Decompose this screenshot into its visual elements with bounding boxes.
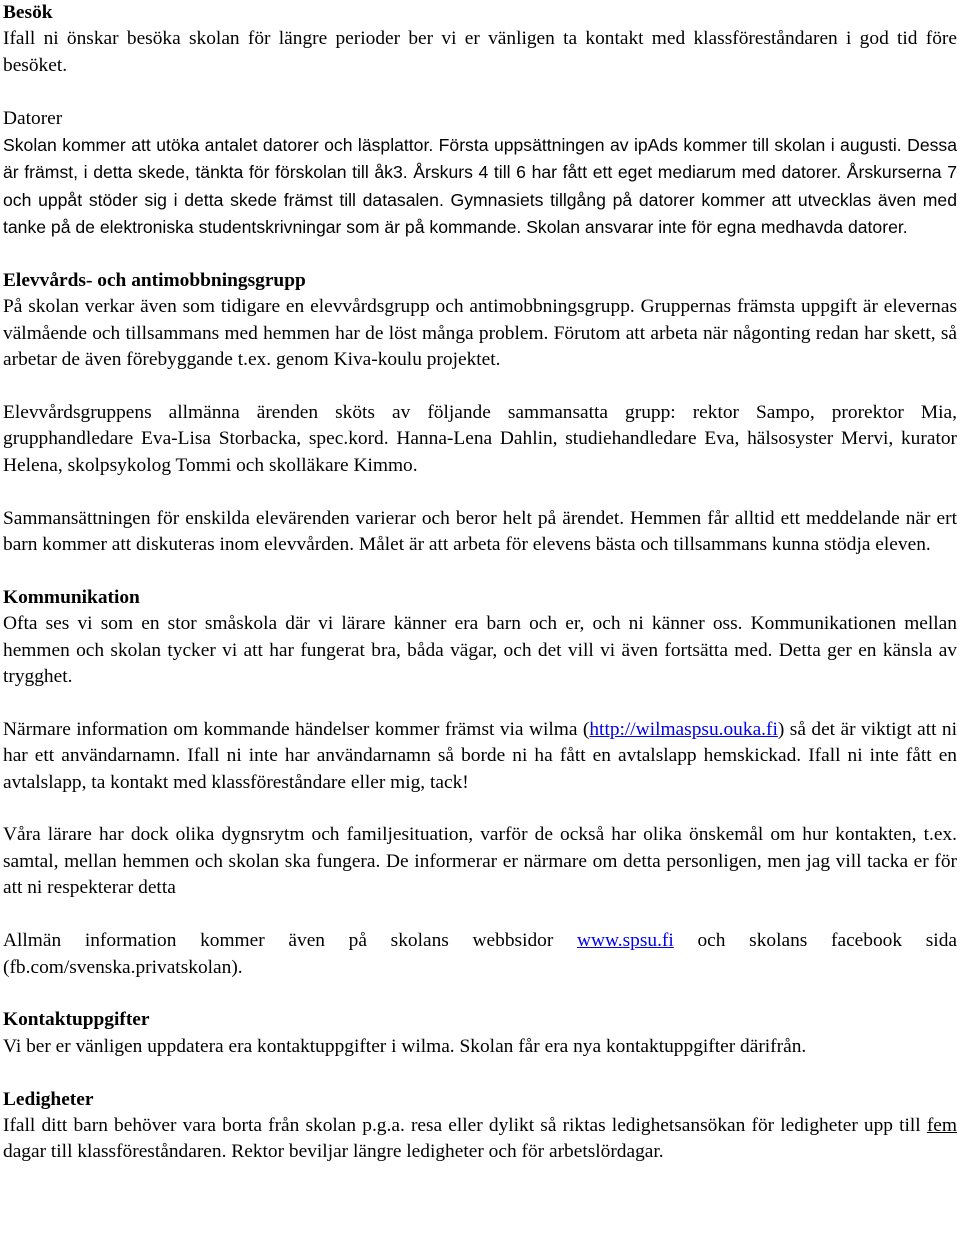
paragraph-elevvard-3: Sammansättningen för enskilda elevärenden varierar och beror helt på ärendet. Hemmen får alltid ett meddelande när ert barn kommer att diskuteras inom elevvården. Målet är att arbeta för elevens bästa och tillsammans kunna stödja eleven. — [3, 507, 957, 556]
section-ledigheter — [3, 1087, 957, 1166]
section-kommunikation-4 — [3, 928, 957, 981]
paragraph-datorer — [3, 132, 957, 242]
section-elevvard — [3, 268, 957, 374]
section-kommunikation — [3, 585, 957, 691]
wilma-text-before: Närmare information om kommande händelser kommer främst via wilma ( — [3, 718, 590, 740]
paragraph-elevvard-1: På skolan verkar även som tidigare en elevvårdsgrupp och antimobbningsgrupp. Gruppernas främsta uppgift är elevernas välmående och tillsammans med hemmen har de löst många problem. Förutom att arbeta när någonting redan har skett, så arbetar de även förebyggande t.ex. genom Kiva-koulu projektet. — [3, 296, 957, 371]
section-kommunikation-3 — [3, 822, 957, 901]
paragraph-besok: Ifall ni önskar besöka skolan för längre perioder ber vi er vänligen ta kontakt med klassföreståndaren i god tid före besöket. — [3, 28, 957, 76]
wilma-text-after: ) så det är viktigt att ni har ett användarnamn. Ifall ni inte har användarnamn så borde ni ha fått en avtalslapp hemskickad. Ifall ni inte fått en avtalslapp, ta kontakt med klassföreståndare eller mig, tack! — [3, 718, 957, 793]
paragraph-ledigheter — [3, 1113, 957, 1166]
heading-elevvard: Elevvårds- och antimobbningsgrupp — [3, 270, 306, 292]
web-text-before: Allmän information kommer även på skolans webbsidor — [3, 930, 577, 952]
section-elevvard-2 — [3, 400, 957, 479]
ledigheter-text-before: Ifall ditt barn behöver vara borta från skolan p.g.a. resa eller dylikt så riktas ledighetsansökan för ledigheter upp till — [3, 1114, 927, 1136]
heading-kommunikation: Kommunikation — [3, 586, 140, 608]
paragraph-kontakt: Vi ber er vänligen uppdatera era kontaktuppgifter i wilma. Skolan får era nya kontaktuppgifter därifrån. — [3, 1035, 807, 1057]
paragraph-kommunikation-3: Våra lärare har dock olika dygnsrytm och familjesituation, varför de också har olika önskemål om hur kontakten, t.ex. samtal, mellan hemmen och skolan ska fungera. De informerar er närmare om detta personligen, men jag vill tacka er för att ni respekterar detta — [3, 824, 957, 899]
web-text-after: och skolans facebook sida (fb.com/svenska.privatskolan). — [3, 930, 957, 978]
paragraph-datorer-sans: Skolan kommer att utöka antalet datorer och läsplattor. Första uppsättningen av ipAds kommer till skolan i augusti. Dessa är främst, i detta skede, tänkta för förskolan till åk3. Årskurs 4 till 6 har fått ett eget mediarum med datorer. Årskurserna 7 och uppåt stöder sig i detta skede främst till datasalen. Gymnasiets tillgång på datorer kommer att utvecklas även med tanke på de elektroniska studentskrivningar som är på kommande. — [3, 135, 957, 238]
ledigheter-underlined: fem — [926, 1114, 957, 1136]
paragraph-elevvard-2: Elevvårdsgruppens allmänna ärenden sköts av följande sammansatta grupp: rektor Sampo, prorektor Mia, grupphandledare Eva-Lisa Storbacka, spec.kord. Hanna-Lena Dahlin, studiehandledare Eva, hälsosyster Mervi, kurator Helena, skolpsykolog Tommi och skolläkare Kimmo. — [3, 402, 957, 476]
section-elevvard-3 — [3, 506, 957, 559]
section-besok — [3, 0, 957, 79]
section-kommunikation-2 — [3, 717, 957, 796]
heading-ledigheter: Ledigheter — [3, 1088, 94, 1110]
section-datorer — [3, 106, 957, 242]
paragraph-kommunikation-1: Ofta ses vi som en stor småskola där vi lärare känner era barn och er, och ni känner oss. Kommunikationen mellan hemmen och skolan tycker vi att har fungerat bra, båda vägar, och det vill vi även fortsätta med. Detta ger en känsla av trygghet. — [3, 613, 957, 688]
paragraph-kommunikation-4 — [3, 928, 957, 981]
paragraph-kommunikation-2 — [3, 717, 957, 796]
heading-kontakt: Kontaktuppgifter — [3, 1009, 150, 1031]
paragraph-datorer-end: Skolan ansvarar inte för egna medhavda datorer. — [521, 217, 908, 238]
heading-datorer: Datorer — [3, 107, 63, 129]
school-website-link[interactable]: www.spsu.fi — [577, 930, 674, 952]
heading-besok: Besök — [3, 2, 53, 23]
ledigheter-text-after: dagar till klassföreståndaren. Rektor beviljar längre ledigheter och för arbetslördagar. — [3, 1141, 664, 1163]
wilma-link[interactable]: http://wilmaspsu.ouka.fi — [589, 718, 778, 740]
section-kontakt — [3, 1007, 957, 1060]
